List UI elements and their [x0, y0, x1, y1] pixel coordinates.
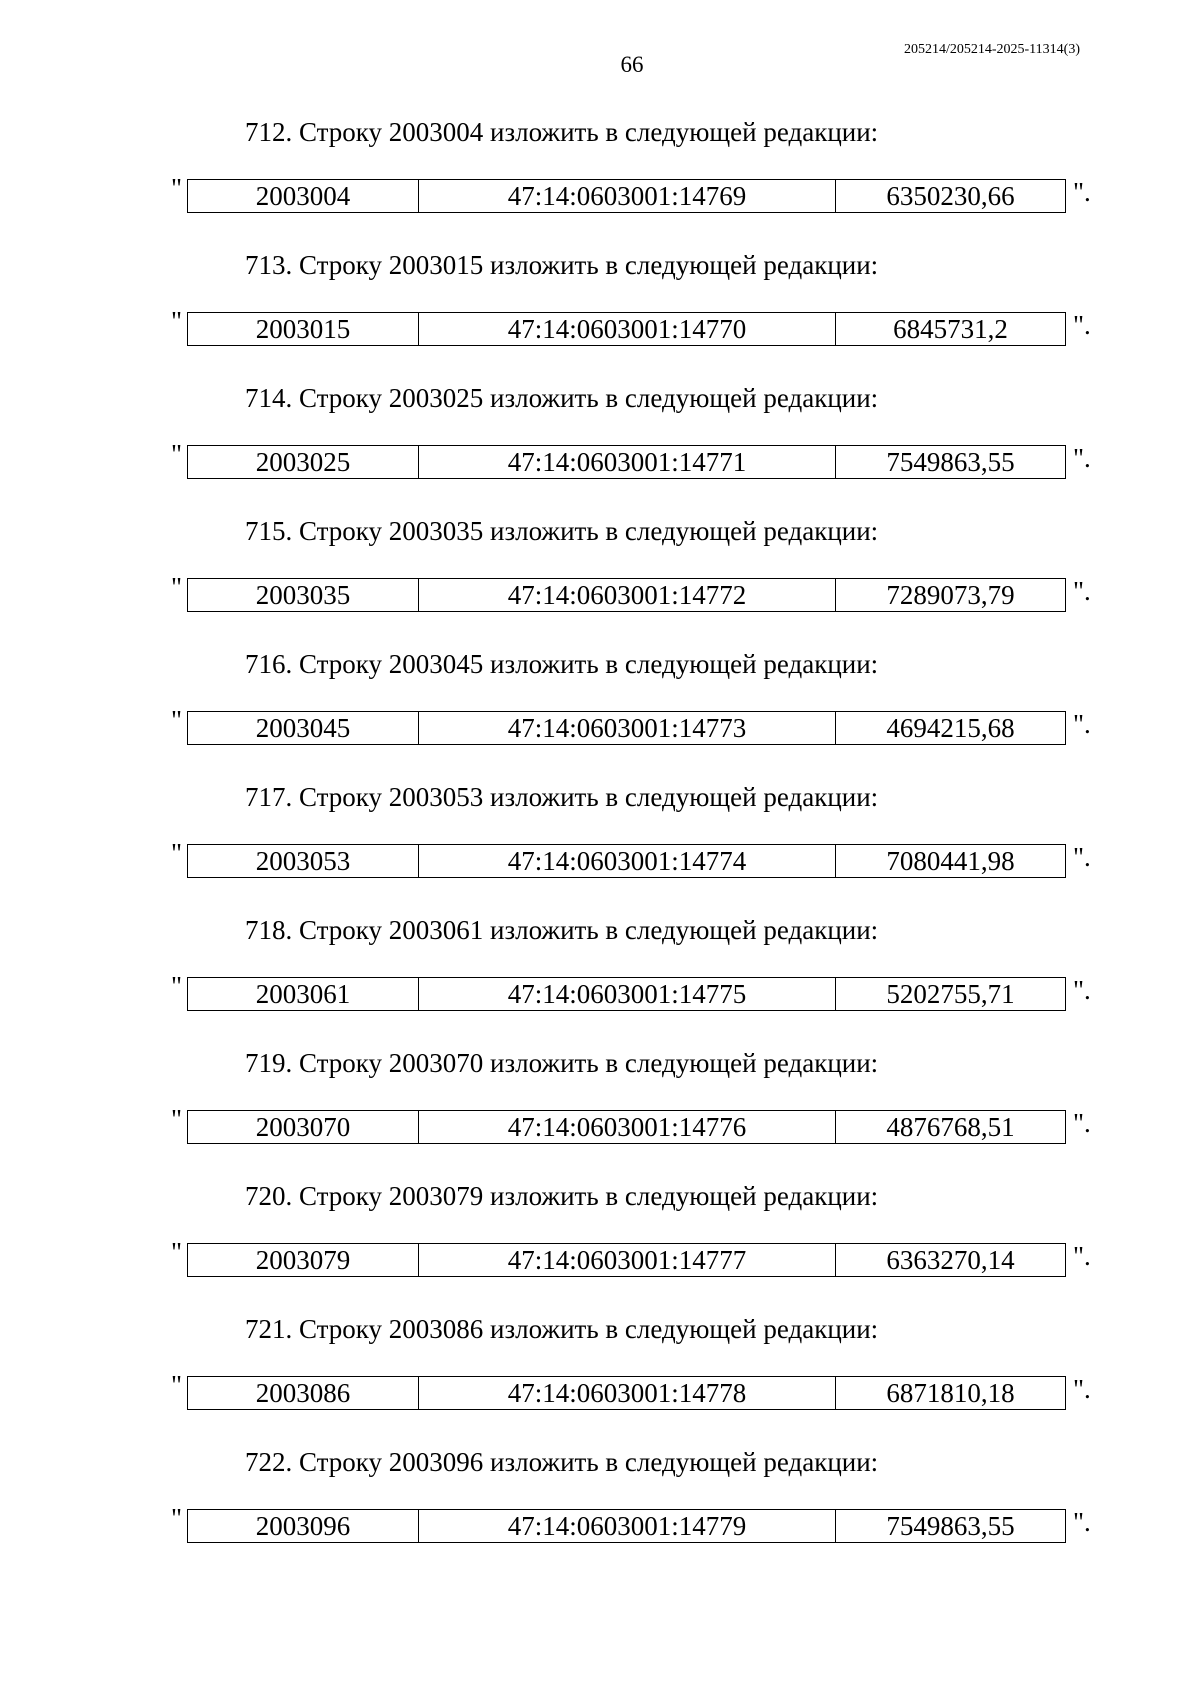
amendment-instruction: 712. Строку 2003004 изложить в следующей редакции:: [245, 117, 879, 147]
cadastral-number-cell: 47:14:0603001:14777: [419, 1244, 836, 1277]
closing-quote: ".: [1073, 177, 1091, 207]
closing-quote: ".: [1073, 576, 1091, 606]
amended-row: [171, 1370, 1101, 1414]
cadastral-value-cell: 7080441,98: [836, 845, 1066, 878]
cadastral-number-cell: 47:14:0603001:14779: [419, 1510, 836, 1543]
closing-quote: ".: [1073, 310, 1091, 340]
row-code-cell: 2003070: [188, 1111, 419, 1144]
opening-quote: ": [171, 572, 183, 602]
row-code-cell: 2003045: [188, 712, 419, 745]
opening-quote: ": [171, 1370, 183, 1400]
table-row: [188, 978, 1066, 1011]
amended-row: [171, 705, 1101, 749]
closing-quote: ".: [1073, 709, 1091, 739]
amended-row: [171, 572, 1101, 616]
cadastral-value-cell: 7549863,55: [836, 1510, 1066, 1543]
opening-quote: ": [171, 1503, 183, 1533]
amended-row-table: [187, 844, 1066, 878]
cadastral-number-cell: 47:14:0603001:14771: [419, 446, 836, 479]
amendment-instruction: 720. Строку 2003079 изложить в следующей редакции:: [245, 1181, 879, 1211]
amendment-entry: [0, 1176, 1200, 1309]
table-row: [188, 845, 1066, 878]
amendment-instruction: 715. Строку 2003035 изложить в следующей редакции:: [245, 516, 879, 546]
table-row: [188, 579, 1066, 612]
table-row: [188, 313, 1066, 346]
amended-row: [171, 1104, 1101, 1148]
amended-row: [171, 838, 1101, 882]
amended-row-table: [187, 578, 1066, 612]
cadastral-number-cell: 47:14:0603001:14774: [419, 845, 836, 878]
cadastral-number-cell: 47:14:0603001:14769: [419, 180, 836, 213]
table-row: [188, 446, 1066, 479]
amendment-instruction: 721. Строку 2003086 изложить в следующей редакции:: [245, 1314, 879, 1344]
opening-quote: ": [171, 306, 183, 336]
page-number: 66: [620, 52, 644, 77]
closing-quote: ".: [1073, 1374, 1091, 1404]
closing-quote: ".: [1073, 443, 1091, 473]
cadastral-value-cell: 6871810,18: [836, 1377, 1066, 1410]
closing-quote: ".: [1073, 1108, 1091, 1138]
row-code-cell: 2003035: [188, 579, 419, 612]
amendment-entry: [0, 1309, 1200, 1442]
cadastral-number-cell: 47:14:0603001:14770: [419, 313, 836, 346]
amendment-instruction: 718. Строку 2003061 изложить в следующей редакции:: [245, 915, 879, 945]
opening-quote: ": [171, 173, 183, 203]
amended-row-table: [187, 445, 1066, 479]
amended-row-table: [187, 711, 1066, 745]
amendment-instruction: 722. Строку 2003096 изложить в следующей редакции:: [245, 1447, 879, 1477]
cadastral-value-cell: 7289073,79: [836, 579, 1066, 612]
table-row: [188, 1510, 1066, 1543]
cadastral-value-cell: 4694215,68: [836, 712, 1066, 745]
amendment-entry: [0, 644, 1200, 777]
amended-row: [171, 439, 1101, 483]
cadastral-value-cell: 5202755,71: [836, 978, 1066, 1011]
cadastral-number-cell: 47:14:0603001:14775: [419, 978, 836, 1011]
cadastral-number-cell: 47:14:0603001:14772: [419, 579, 836, 612]
cadastral-value-cell: 7549863,55: [836, 446, 1066, 479]
cadastral-value-cell: 4876768,51: [836, 1111, 1066, 1144]
amended-row-table: [187, 977, 1066, 1011]
amended-row: [171, 1237, 1101, 1281]
closing-quote: ".: [1073, 1507, 1091, 1537]
amendment-entry: [0, 1442, 1200, 1575]
amendment-entry: [0, 112, 1200, 245]
opening-quote: ": [171, 439, 183, 469]
amended-row-table: [187, 312, 1066, 346]
amendment-instruction: 714. Строку 2003025 изложить в следующей редакции:: [245, 383, 879, 413]
amendment-instruction: 717. Строку 2003053 изложить в следующей редакции:: [245, 782, 879, 812]
cadastral-value-cell: 6350230,66: [836, 180, 1066, 213]
amended-row-table: [187, 1376, 1066, 1410]
document-id: 205214/205214-2025-11314(3): [903, 42, 1080, 57]
closing-quote: ".: [1073, 842, 1091, 872]
opening-quote: ": [171, 705, 183, 735]
row-code-cell: 2003086: [188, 1377, 419, 1410]
amended-row: [171, 173, 1101, 217]
amendment-instruction: 719. Строку 2003070 изложить в следующей редакции:: [245, 1048, 879, 1078]
amended-row: [171, 1503, 1101, 1547]
amendment-entry: [0, 511, 1200, 644]
amended-row-table: [187, 1509, 1066, 1543]
opening-quote: ": [171, 838, 183, 868]
amendment-entry: [0, 777, 1200, 910]
row-code-cell: 2003096: [188, 1510, 419, 1543]
table-row: [188, 712, 1066, 745]
table-row: [188, 1377, 1066, 1410]
row-code-cell: 2003004: [188, 180, 419, 213]
table-row: [188, 180, 1066, 213]
table-row: [188, 1111, 1066, 1144]
row-code-cell: 2003025: [188, 446, 419, 479]
opening-quote: ": [171, 971, 183, 1001]
cadastral-number-cell: 47:14:0603001:14778: [419, 1377, 836, 1410]
amended-row-table: [187, 179, 1066, 213]
opening-quote: ": [171, 1237, 183, 1267]
cadastral-value-cell: 6845731,2: [836, 313, 1066, 346]
opening-quote: ": [171, 1104, 183, 1134]
amendment-entry: [0, 245, 1200, 378]
amendment-instruction: 716. Строку 2003045 изложить в следующей редакции:: [245, 649, 879, 679]
entries-list: [0, 112, 1200, 1575]
amendment-instruction: 713. Строку 2003015 изложить в следующей редакции:: [245, 250, 879, 280]
amendment-entry: [0, 378, 1200, 511]
closing-quote: ".: [1073, 1241, 1091, 1271]
amendment-entry: [0, 1043, 1200, 1176]
table-row: [188, 1244, 1066, 1277]
amended-row: [171, 971, 1101, 1015]
closing-quote: ".: [1073, 975, 1091, 1005]
amended-row: [171, 306, 1101, 350]
cadastral-number-cell: 47:14:0603001:14776: [419, 1111, 836, 1144]
amendment-entry: [0, 910, 1200, 1043]
cadastral-value-cell: 6363270,14: [836, 1244, 1066, 1277]
amended-row-table: [187, 1243, 1066, 1277]
row-code-cell: 2003015: [188, 313, 419, 346]
row-code-cell: 2003079: [188, 1244, 419, 1277]
amended-row-table: [187, 1110, 1066, 1144]
row-code-cell: 2003061: [188, 978, 419, 1011]
row-code-cell: 2003053: [188, 845, 419, 878]
cadastral-number-cell: 47:14:0603001:14773: [419, 712, 836, 745]
